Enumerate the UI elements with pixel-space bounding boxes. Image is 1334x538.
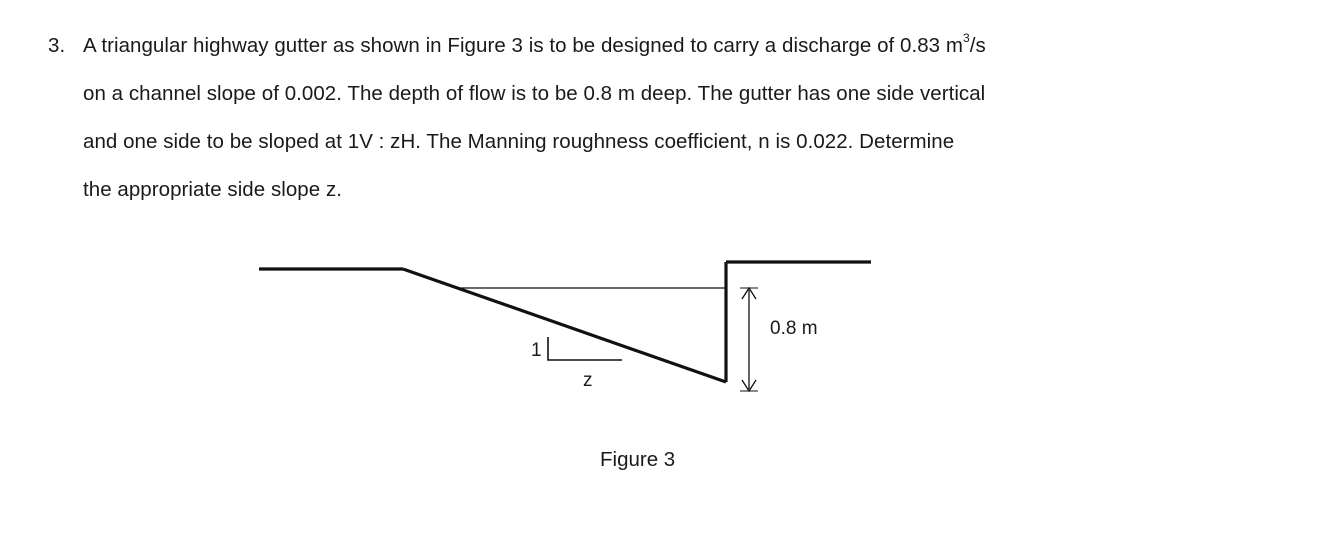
unit-superscript: 3 — [963, 31, 970, 46]
question-number: 3. — [48, 34, 66, 57]
question-line-2: on a channel slope of 0.002. The depth of flow is to be 0.8 m deep. The gutter has one side vertical — [83, 82, 986, 105]
sloped-side-line — [403, 269, 726, 382]
slope-vertical-label: 1 — [531, 340, 542, 361]
figure-caption: Figure 3 — [600, 448, 676, 471]
question-line-3: and one side to be sloped at 1V : zH. The Manning roughness coefficient, n is 0.022. Determine — [83, 130, 955, 153]
slope-horizontal-label: z — [583, 370, 593, 391]
depth-label: 0.8 m — [770, 318, 818, 339]
unit-suffix: /s — [969, 34, 986, 57]
question-line-4: the appropriate side slope z. — [83, 178, 343, 201]
question-line-1-text: A triangular highway gutter as shown in Figure 3 is to be designed to carry a discharge of 0.83 m — [83, 34, 964, 57]
